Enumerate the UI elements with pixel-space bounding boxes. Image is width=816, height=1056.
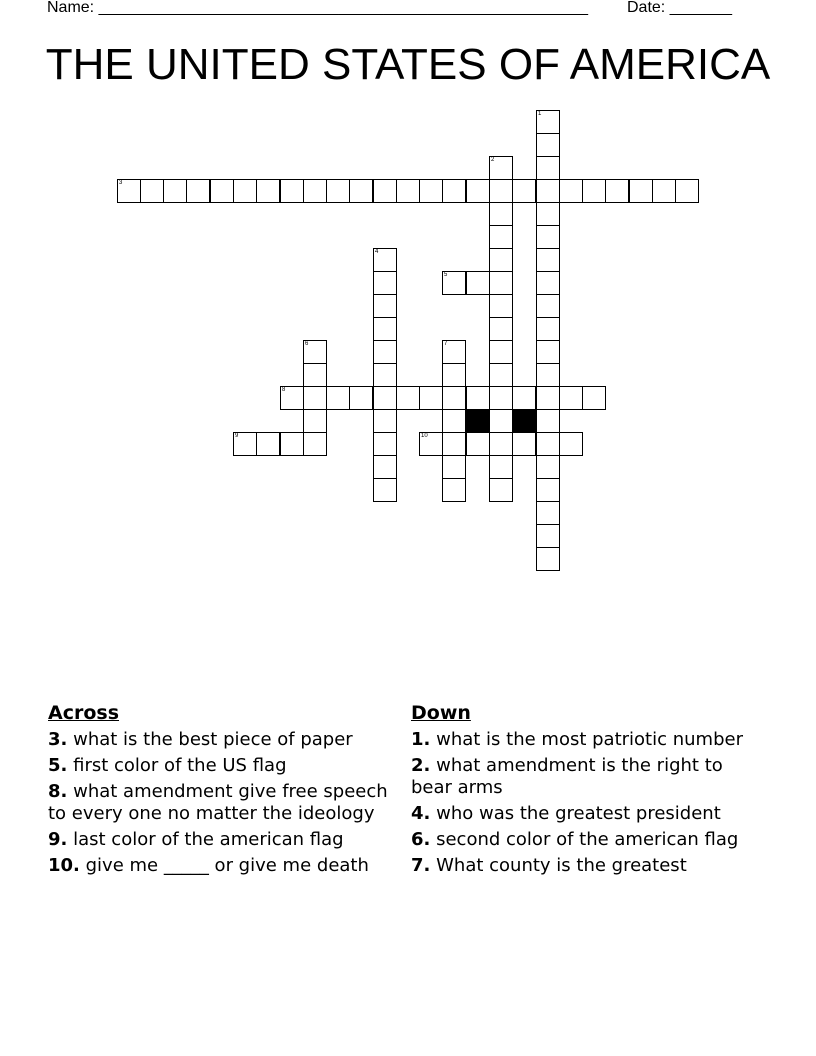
crossword-cell[interactable] bbox=[442, 340, 466, 364]
crossword-cell[interactable] bbox=[536, 133, 560, 157]
crossword-cell[interactable] bbox=[536, 501, 560, 525]
clue-text: what is the best piece of paper bbox=[73, 729, 353, 750]
crossword-cell[interactable] bbox=[536, 363, 560, 387]
down-clue bbox=[411, 755, 751, 799]
crossword-cell[interactable] bbox=[512, 432, 536, 456]
clue-text: second color of the american flag bbox=[436, 829, 739, 850]
crossword-cell[interactable] bbox=[536, 202, 560, 226]
crossword-cell[interactable] bbox=[186, 179, 210, 203]
clue-text: what amendment is the right to bear arms bbox=[411, 755, 723, 798]
crossword-cell[interactable] bbox=[303, 340, 327, 364]
crossword-cell[interactable] bbox=[373, 271, 397, 295]
crossword-cell[interactable] bbox=[489, 478, 513, 502]
cell-number: 9 bbox=[235, 433, 239, 439]
clue-number: 5. bbox=[48, 755, 68, 776]
clue-text: first color of the US flag bbox=[73, 755, 287, 776]
crossword-cell[interactable] bbox=[442, 179, 466, 203]
crossword-cell[interactable] bbox=[419, 432, 443, 456]
cell-number: 7 bbox=[444, 341, 448, 347]
across-clue bbox=[48, 781, 408, 825]
crossword-cell[interactable] bbox=[489, 294, 513, 318]
crossword-cell[interactable] bbox=[442, 271, 466, 295]
crossword-cell[interactable] bbox=[373, 363, 397, 387]
down-clue bbox=[411, 829, 751, 851]
clue-number: 9. bbox=[48, 829, 68, 850]
crossword-cell[interactable] bbox=[536, 432, 560, 456]
crossword-cell[interactable] bbox=[536, 271, 560, 295]
crossword-cell[interactable] bbox=[373, 294, 397, 318]
crossword-cell[interactable] bbox=[559, 386, 583, 410]
clue-text: what amendment give free speech to every one no matter the ideology bbox=[48, 781, 388, 824]
clue-text: What county is the greatest bbox=[436, 855, 687, 876]
across-clue bbox=[48, 729, 408, 751]
crossword-cell[interactable] bbox=[256, 179, 280, 203]
crossword-cell[interactable] bbox=[373, 478, 397, 502]
crossword-cell[interactable] bbox=[210, 179, 234, 203]
crossword-cell[interactable] bbox=[512, 179, 536, 203]
clue-number: 7. bbox=[411, 855, 431, 876]
crossword-cell[interactable] bbox=[373, 432, 397, 456]
crossword-cell[interactable] bbox=[373, 386, 397, 410]
down-clue bbox=[411, 729, 751, 751]
clue-text: last color of the american flag bbox=[73, 829, 344, 850]
crossword-cell[interactable] bbox=[536, 110, 560, 134]
clue-text: who was the greatest president bbox=[436, 803, 721, 824]
cell-number: 10 bbox=[421, 433, 428, 439]
crossword-cell[interactable] bbox=[303, 363, 327, 387]
across-clue bbox=[48, 855, 408, 877]
date-field-label: Date: _______ bbox=[627, 0, 732, 16]
crossword-cell[interactable] bbox=[442, 455, 466, 479]
crossword-cell[interactable] bbox=[442, 363, 466, 387]
crossword-cell[interactable] bbox=[419, 179, 443, 203]
crossword-cell[interactable] bbox=[419, 386, 443, 410]
crossword-cell[interactable] bbox=[303, 386, 327, 410]
crossword-cell[interactable] bbox=[349, 386, 373, 410]
page-title: THE UNITED STATES OF AMERICA bbox=[45, 40, 771, 89]
crossword-cell[interactable] bbox=[442, 478, 466, 502]
down-clue bbox=[411, 855, 751, 877]
crossword-cell[interactable] bbox=[512, 386, 536, 410]
across-clue bbox=[48, 755, 408, 777]
crossword-cell[interactable] bbox=[536, 340, 560, 364]
crossword-cell[interactable] bbox=[349, 179, 373, 203]
crossword-cell[interactable] bbox=[442, 432, 466, 456]
crossword-cell[interactable] bbox=[163, 179, 187, 203]
crossword-cell[interactable] bbox=[536, 386, 560, 410]
crossword-cell[interactable] bbox=[280, 179, 304, 203]
crossword-cell[interactable] bbox=[256, 432, 280, 456]
clue-number: 3. bbox=[48, 729, 68, 750]
crossword-cell[interactable] bbox=[373, 340, 397, 364]
crossword-cell[interactable] bbox=[536, 409, 560, 433]
crossword-cell[interactable] bbox=[559, 179, 583, 203]
crossword-cell[interactable] bbox=[489, 432, 513, 456]
clue-number: 1. bbox=[411, 729, 431, 750]
crossword-cell[interactable] bbox=[536, 179, 560, 203]
crossword-cell[interactable] bbox=[280, 432, 304, 456]
crossword-block-cell bbox=[466, 409, 490, 433]
crossword-cell[interactable] bbox=[442, 386, 466, 410]
crossword-cell[interactable] bbox=[559, 432, 583, 456]
crossword-cell[interactable] bbox=[536, 156, 560, 180]
crossword-cell[interactable] bbox=[489, 363, 513, 387]
across-heading: Across bbox=[48, 702, 120, 724]
crossword-cell[interactable] bbox=[233, 179, 257, 203]
crossword-cell[interactable] bbox=[489, 386, 513, 410]
crossword-cell[interactable] bbox=[536, 524, 560, 548]
crossword-cell[interactable] bbox=[326, 179, 350, 203]
clue-number: 2. bbox=[411, 755, 431, 776]
crossword-cell[interactable] bbox=[489, 156, 513, 180]
crossword-cell[interactable] bbox=[466, 179, 490, 203]
cell-number: 6 bbox=[305, 341, 309, 347]
crossword-cell[interactable] bbox=[489, 317, 513, 341]
clue-number: 4. bbox=[411, 803, 431, 824]
crossword-cell[interactable] bbox=[373, 248, 397, 272]
cell-number: 8 bbox=[282, 387, 286, 393]
crossword-cell[interactable] bbox=[303, 179, 327, 203]
crossword-cell[interactable] bbox=[652, 179, 676, 203]
clue-number: 10. bbox=[48, 855, 80, 876]
crossword-cell[interactable] bbox=[373, 179, 397, 203]
name-field-label: Name: _______________________________________________________ bbox=[47, 0, 588, 16]
crossword-block-cell bbox=[512, 409, 536, 433]
across-clue bbox=[48, 829, 408, 851]
crossword-cell[interactable] bbox=[536, 455, 560, 479]
crossword-cell[interactable] bbox=[233, 432, 257, 456]
clue-text: what is the most patriotic number bbox=[436, 729, 743, 750]
crossword-cell[interactable] bbox=[373, 409, 397, 433]
crossword-cell[interactable] bbox=[489, 179, 513, 203]
crossword-cell[interactable] bbox=[466, 432, 490, 456]
crossword-cell[interactable] bbox=[489, 271, 513, 295]
crossword-cell[interactable] bbox=[489, 248, 513, 272]
crossword-cell[interactable] bbox=[536, 478, 560, 502]
clue-number: 8. bbox=[48, 781, 68, 802]
crossword-cell[interactable] bbox=[396, 386, 420, 410]
crossword-cell[interactable] bbox=[326, 386, 350, 410]
cell-number: 3 bbox=[119, 180, 123, 186]
crossword-cell[interactable] bbox=[536, 317, 560, 341]
cell-number: 1 bbox=[538, 111, 542, 117]
cell-number: 5 bbox=[444, 272, 448, 278]
crossword-cell[interactable] bbox=[489, 340, 513, 364]
crossword-cell[interactable] bbox=[675, 179, 699, 203]
crossword-cell[interactable] bbox=[303, 432, 327, 456]
down-clues bbox=[411, 701, 751, 881]
crossword-cell[interactable] bbox=[303, 409, 327, 433]
crossword-cell[interactable] bbox=[280, 386, 304, 410]
crossword-cell[interactable] bbox=[373, 455, 397, 479]
cell-number: 2 bbox=[491, 157, 495, 163]
crossword-cell[interactable] bbox=[489, 202, 513, 226]
crossword-cell[interactable] bbox=[442, 409, 466, 433]
crossword-cell[interactable] bbox=[536, 294, 560, 318]
crossword-cell[interactable] bbox=[140, 179, 164, 203]
crossword-cell[interactable] bbox=[489, 409, 513, 433]
crossword-cell[interactable] bbox=[536, 225, 560, 249]
crossword-cell[interactable] bbox=[396, 179, 420, 203]
crossword-cell[interactable] bbox=[536, 248, 560, 272]
across-clues bbox=[48, 701, 408, 881]
crossword-cell[interactable] bbox=[489, 225, 513, 249]
crossword-cell[interactable] bbox=[582, 386, 606, 410]
crossword-cell[interactable] bbox=[629, 179, 653, 203]
crossword-cell[interactable] bbox=[582, 179, 606, 203]
cell-number: 4 bbox=[375, 249, 379, 255]
crossword-cell[interactable] bbox=[117, 179, 141, 203]
clue-text: give me _____ or give me death bbox=[85, 855, 369, 876]
crossword-cell[interactable] bbox=[466, 271, 490, 295]
crossword-cell[interactable] bbox=[536, 547, 560, 571]
clue-number: 6. bbox=[411, 829, 431, 850]
crossword-cell[interactable] bbox=[489, 455, 513, 479]
crossword-cell[interactable] bbox=[373, 317, 397, 341]
down-heading: Down bbox=[411, 702, 471, 724]
down-clue bbox=[411, 803, 751, 825]
crossword-cell[interactable] bbox=[605, 179, 629, 203]
crossword-cell[interactable] bbox=[466, 386, 490, 410]
